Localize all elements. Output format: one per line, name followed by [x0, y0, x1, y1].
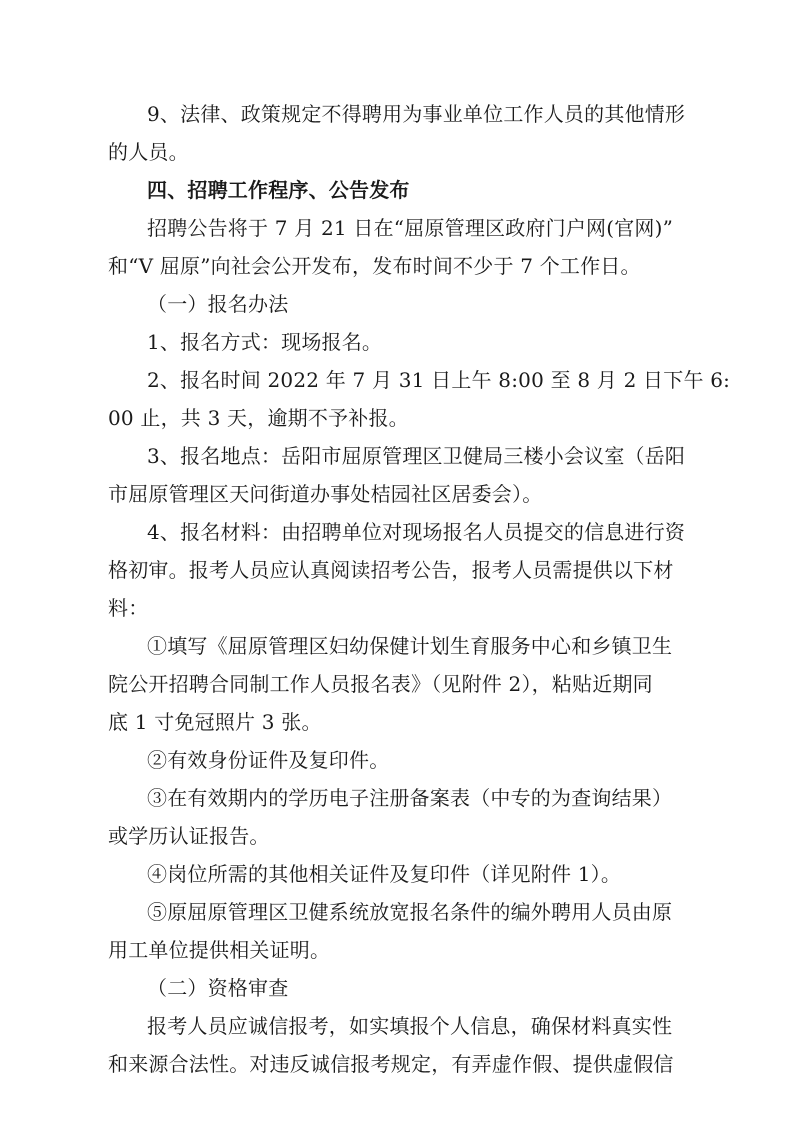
paragraph-line: 和“V 屈原”向社会公开发布，发布时间不少于 7 个工作日。 — [108, 254, 641, 278]
paragraph-line: 料： — [108, 596, 149, 620]
list-item-line: ①填写《屈原管理区妇幼保健计划生育服务中心和乡镇卫生 — [147, 634, 673, 658]
paragraph-line: 格初审。报考人员应认真阅读招考公告，报考人员需提供以下材 — [108, 558, 674, 582]
paragraph-line: 9、法律、政策规定不得聘用为事业单位工作人员的其他情形 — [147, 102, 686, 126]
paragraph-line: 4、报名材料：由招聘单位对现场报名人员提交的信息进行资 — [147, 520, 686, 544]
list-item-line: 或学历认证报告。 — [108, 824, 270, 848]
subsection-heading: （二）资格审查 — [147, 976, 289, 1000]
subsection-heading: （一）报名办法 — [147, 292, 289, 316]
section-heading: 四、招聘工作程序、公告发布 — [147, 178, 410, 202]
list-item-line: ④岗位所需的其他相关证件及复印件（详见附件 1）。 — [147, 862, 622, 886]
paragraph-line: 3、报名地点：岳阳市屈原管理区卫健局三楼小会议室（岳阳 — [147, 444, 686, 468]
list-item-line: 底 1 寸免冠照片 3 张。 — [108, 710, 322, 734]
list-item-line: 院公开招聘合同制工作人员报名表》（见附件 2），粘贴近期同 — [108, 672, 653, 696]
paragraph-line: 1、报名方式：现场报名。 — [147, 330, 383, 354]
paragraph-line: 市屈原管理区天问街道办事处桔园社区居委会）。 — [108, 482, 543, 506]
paragraph-line: 00 止，共 3 天，逾期不予补报。 — [108, 406, 409, 430]
paragraph-line: 的人员。 — [108, 140, 189, 164]
paragraph-line: 和来源合法性。对违反诚信报考规定，有弄虚作假、提供虚假信 — [108, 1052, 674, 1076]
paragraph-line: 报考人员应诚信报考，如实填报个人信息，确保材料真实性 — [147, 1014, 673, 1038]
paragraph-line: 招聘公告将于 7 月 21 日在“屈原管理区政府门户网(官网)” — [147, 216, 674, 240]
list-item-line: ⑤原屈原管理区卫健系统放宽报名条件的编外聘用人员由原 — [147, 900, 673, 924]
list-item-line: ②有效身份证件及复印件。 — [147, 748, 390, 772]
list-item-line: 用工单位提供相关证明。 — [108, 938, 331, 962]
paragraph-line: 2、报名时间 2022 年 7 月 31 日上午 8:00 至 8 月 2 日下午 6: — [147, 368, 731, 392]
list-item-line: ③在有效期内的学历电子注册备案表（中专的为查询结果） — [147, 786, 673, 810]
